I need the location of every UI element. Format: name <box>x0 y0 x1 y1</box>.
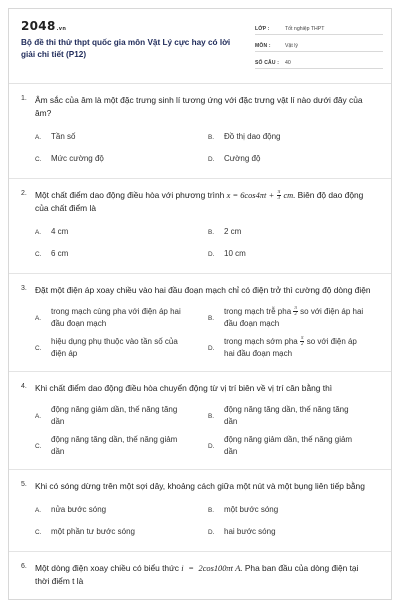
option-text: hai bước sóng <box>224 527 276 536</box>
question-text: Âm sắc của âm là một đặc trưng sinh lí tương ứng với đặc trưng vật lí nào dưới đây của âm? <box>35 95 363 118</box>
option-text: nửa bước sóng <box>51 505 107 514</box>
question-number: 3. <box>21 285 27 292</box>
question-2 <box>9 179 391 274</box>
option-letter: C. <box>35 344 42 352</box>
option-c[interactable] <box>35 431 208 461</box>
option-letter: B. <box>208 506 215 514</box>
question-text: Khi chất điểm dao động điều hòa chuyển động từ vị trí biên về vị trí cân bằng thì <box>35 383 333 393</box>
fraction-denominator: 2 <box>300 342 304 348</box>
question-1 <box>9 84 391 179</box>
meta-label: SỐ CÂU : <box>255 60 280 66</box>
option-b[interactable] <box>208 499 381 521</box>
option-text: hiệu dụng phụ thuộc vào tần số của điện áp <box>51 337 178 358</box>
formula: x = 6cos4πt <box>226 191 267 200</box>
option-c[interactable] <box>35 521 208 543</box>
option-d[interactable] <box>208 521 381 543</box>
option-a[interactable] <box>35 303 208 333</box>
logo-main: 2048 <box>21 19 56 33</box>
answer-options <box>21 120 379 178</box>
question-number: 2. <box>21 190 27 197</box>
option-text: Mức cường độ <box>51 154 104 163</box>
meta-value: Vật lý <box>285 43 298 49</box>
option-letter: C. <box>35 155 42 163</box>
option-text-before: trong mạch trễ pha <box>224 307 292 316</box>
formula-variable: i <box>181 564 184 573</box>
option-d[interactable] <box>208 148 381 170</box>
document-meta <box>255 21 383 72</box>
question-text: Khi có sóng dừng trên một sợi dây, khoảng cách giữa một nút và một bụng liên tiếp bằng <box>35 481 365 491</box>
option-letter: D. <box>208 155 215 163</box>
fraction-numerator: π <box>277 190 281 196</box>
question-text <box>35 562 379 588</box>
fraction-numerator: π <box>300 336 304 342</box>
option-text: 6 cm <box>51 249 69 258</box>
meta-row-class <box>255 21 383 35</box>
option-text: Cường độ <box>224 154 261 163</box>
question-6 <box>9 552 391 588</box>
option-letter: D. <box>208 250 215 258</box>
question-4 <box>9 372 391 470</box>
question-text-after: Pha ban đầu của dòng điện tại thời điểm t là <box>35 563 359 586</box>
option-letter: C. <box>35 250 42 258</box>
option-b[interactable] <box>208 221 381 243</box>
question-text-before: Một dòng điện xoay chiều có biểu thức <box>35 563 179 573</box>
option-letter: C. <box>35 528 42 536</box>
option-letter: A. <box>35 314 42 322</box>
answer-options <box>21 493 379 551</box>
question-3 <box>9 274 391 372</box>
option-fraction <box>293 306 298 317</box>
option-text: động năng tăng dần, thế năng giảm dần <box>51 435 178 456</box>
option-letter: B. <box>208 228 215 236</box>
document-header <box>9 9 391 83</box>
option-c[interactable] <box>35 333 208 363</box>
question-5 <box>9 470 391 552</box>
option-letter: D. <box>208 344 215 352</box>
option-text: Tần số <box>51 132 76 141</box>
answer-options <box>21 215 379 273</box>
question-text-after: Biên độ dao động của chất điểm là <box>35 190 364 213</box>
option-text-before: trong mạch sớm pha <box>224 337 298 346</box>
option-text: một bước sóng <box>224 505 279 514</box>
formula: 2cos100πt <box>198 564 233 573</box>
meta-row-count <box>255 55 383 69</box>
question-number: 5. <box>21 481 27 488</box>
fraction-numerator: π <box>294 306 297 312</box>
option-letter: A. <box>35 412 42 420</box>
option-letter: C. <box>35 442 42 450</box>
option-text: 2 cm <box>224 227 242 236</box>
option-text-after: so với điện áp hai đầu đoạn mạch <box>224 307 364 328</box>
question-number: 4. <box>21 383 27 390</box>
option-c[interactable] <box>35 148 208 170</box>
fraction-denominator: 2 <box>294 312 297 318</box>
option-text: trong mạch cùng pha với điện áp hai đầu đoạn mạch <box>51 307 181 328</box>
option-c[interactable] <box>35 243 208 265</box>
option-text: động năng tăng dần, thế năng tăng dần <box>224 405 349 426</box>
option-text: 10 cm <box>224 249 246 258</box>
option-letter: A. <box>35 506 42 514</box>
option-text: 4 cm <box>51 227 69 236</box>
question-number: 6. <box>21 563 27 570</box>
option-d[interactable] <box>208 243 381 265</box>
question-number: 1. <box>21 95 27 102</box>
option-d[interactable] <box>208 333 381 363</box>
option-text: động năng giảm dần, thế năng tăng dần <box>51 405 178 426</box>
formula-equals: = <box>188 564 194 573</box>
option-a[interactable] <box>35 401 208 431</box>
option-text: động năng giảm dần, thế năng giảm dần <box>224 435 353 456</box>
question-text <box>35 189 379 215</box>
option-letter: B. <box>208 133 215 141</box>
logo-sub: .vn <box>56 26 67 32</box>
document-title: Bộ đề thi thử thpt quốc gia môn Vật Lý cực hay có lời giải chi tiết (P12) <box>21 38 231 59</box>
option-fraction <box>300 336 305 347</box>
option-letter: A. <box>35 228 42 236</box>
answer-options <box>21 297 379 371</box>
meta-label: LỚP : <box>255 26 270 32</box>
formula-unit: A. <box>235 564 243 573</box>
meta-label: MÔN : <box>255 43 271 49</box>
meta-value: Tốt nghiệp THPT <box>285 26 325 32</box>
option-d[interactable] <box>208 431 381 461</box>
option-b[interactable] <box>208 126 381 148</box>
formula-unit: cm. <box>283 191 296 200</box>
fraction-denominator: 3 <box>277 196 281 202</box>
formula-fraction <box>277 190 282 201</box>
option-text: một phần tư bước sóng <box>51 527 135 536</box>
document-page <box>8 8 392 600</box>
option-a[interactable] <box>35 126 208 148</box>
option-text-after: so với điện áp hai đầu đoạn mạch <box>224 337 357 358</box>
option-letter: D. <box>208 442 215 450</box>
option-a[interactable] <box>35 221 208 243</box>
option-b[interactable] <box>208 401 381 431</box>
question-text-before: Một chất điểm dao động điều hòa với phương trình <box>35 190 225 200</box>
answer-options <box>21 395 379 469</box>
question-text: Đặt một điện áp xoay chiều vào hai đầu đoạn mạch chỉ có điện trở thì cường độ dòng điện <box>35 285 371 295</box>
option-letter: D. <box>208 528 215 536</box>
option-text <box>224 336 364 360</box>
formula-plus: + <box>268 191 275 200</box>
option-b[interactable] <box>208 303 381 333</box>
option-letter: A. <box>35 133 42 141</box>
option-text: Đồ thị dao động <box>224 132 281 141</box>
option-letter: B. <box>208 412 215 420</box>
option-a[interactable] <box>35 499 208 521</box>
option-text <box>224 306 364 330</box>
meta-value: 40 <box>285 60 291 66</box>
option-letter: B. <box>208 314 215 322</box>
meta-row-subject <box>255 38 383 52</box>
